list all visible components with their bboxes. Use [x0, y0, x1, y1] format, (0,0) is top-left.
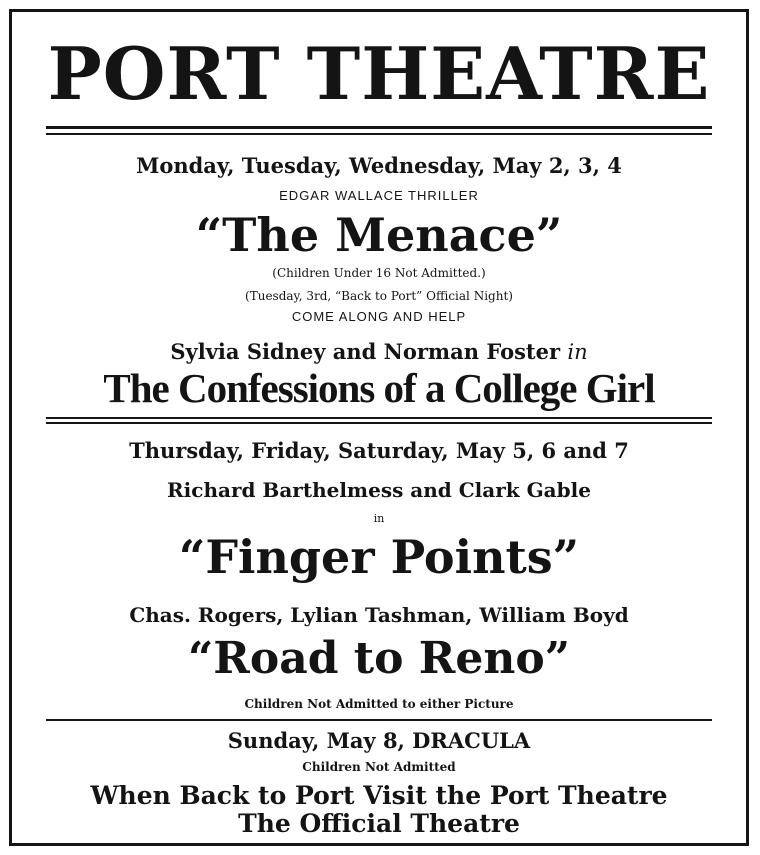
program-3-date-and-title: Sunday, May 8, DRACULA [227, 728, 531, 753]
program-1-second-title: The Confessions of a College Girl [103, 365, 655, 411]
program-1-restriction: (Children Under 16 Not Admitted.) [272, 266, 486, 280]
program-1-title: “The Menace” [195, 208, 563, 262]
program-1-tagline: EDGAR WALLACE THRILLER [279, 188, 479, 203]
program-2-title: “Finger Points” [178, 530, 580, 584]
footer-tagline: The Official Theatre [238, 809, 520, 838]
program-1-dates: Monday, Tuesday, Wednesday, May 2, 3, 4 [136, 153, 622, 178]
program-2-restriction: Children Not Admitted to either Picture [244, 697, 514, 711]
program-1-cast: Sylvia Sidney and Norman Foster [170, 339, 561, 364]
program-2-second-cast: Chas. Rogers, Lylian Tashman, William Boyd [129, 603, 629, 627]
double-rule-2-top [46, 417, 712, 419]
footer-slogan: When Back to Port Visit the Port Theatre [90, 781, 668, 810]
program-1-appeal: COME ALONG AND HELP [291, 309, 467, 324]
double-rule-top [46, 126, 712, 129]
rule-3 [46, 719, 712, 721]
program-2-dates: Thursday, Friday, Saturday, May 5, 6 and 7 [129, 438, 629, 463]
program-1-cast-line [12, 341, 746, 363]
program-3-restriction: Children Not Admitted [302, 760, 456, 774]
program-2-cast: Richard Barthelmess and Clark Gable [167, 478, 591, 502]
theatre-advertisement [9, 9, 749, 846]
theatre-name: PORT THEATRE [47, 31, 711, 116]
double-rule-2-bottom [46, 422, 712, 424]
program-1-cast-joiner: in [567, 340, 588, 364]
double-rule-bottom [46, 133, 712, 135]
program-1-special-night: (Tuesday, 3rd, “Back to Port” Official Night) [245, 289, 513, 303]
program-2-second-title: “Road to Reno” [187, 633, 570, 684]
program-2-cast-joiner: in [373, 512, 385, 525]
